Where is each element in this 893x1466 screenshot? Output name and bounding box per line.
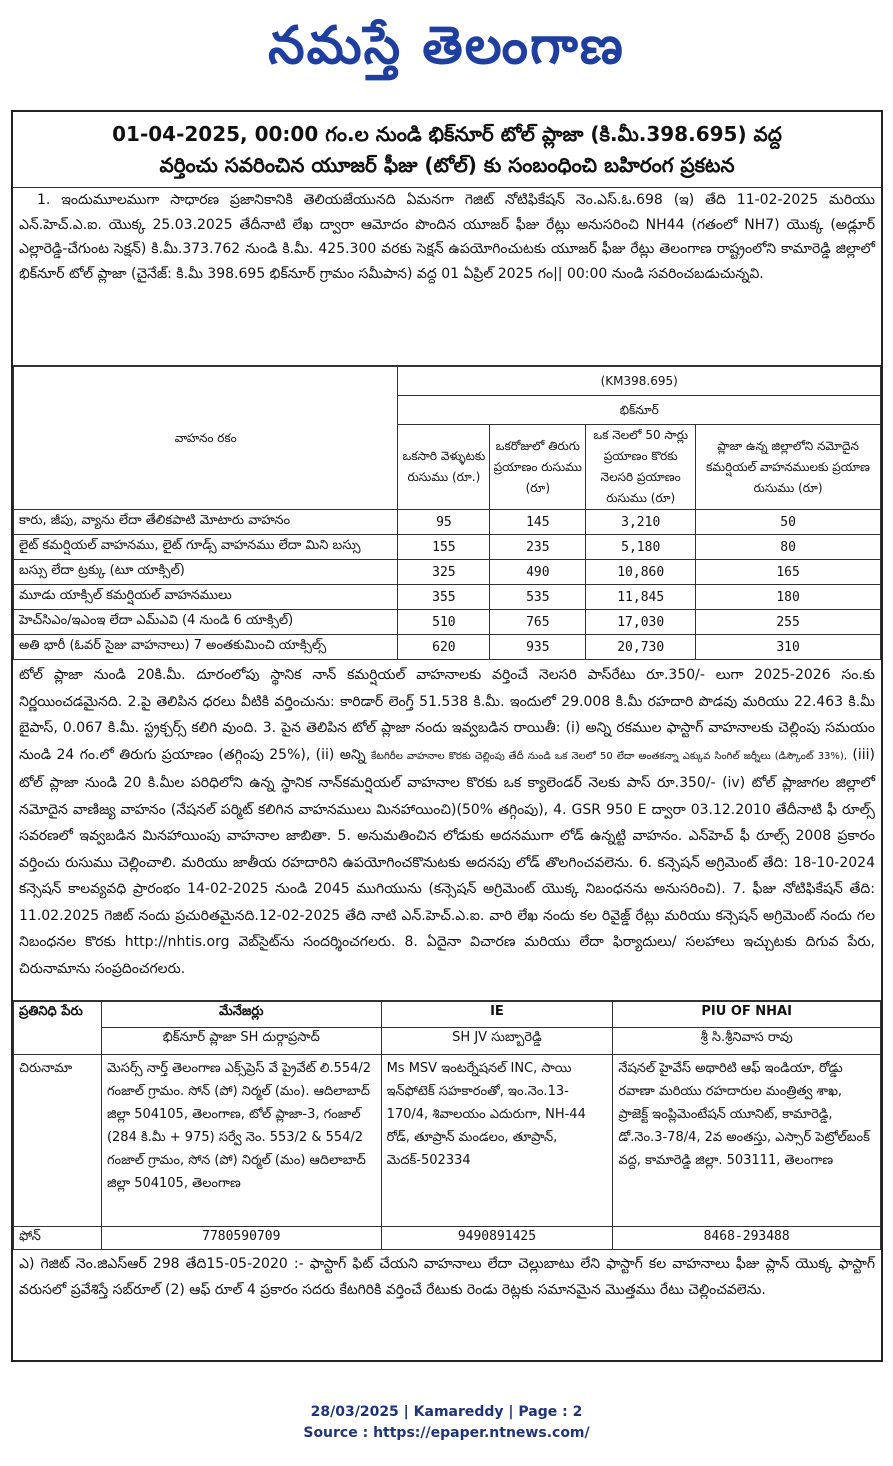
newspaper-logo: నమస్తే తెలంగాణ: [268, 15, 625, 76]
ie-header: IE: [381, 1002, 613, 1028]
single-fee-cell: 95: [398, 510, 490, 535]
piu-address: నేషనల్ హైవేస్ అథారిటి ఆఫ్ ఇండియా, రోడ్డు రవాణా మరియు రహదారుల మంత్రిత్వ శాఖ, ప్రాజెక్ట్ ఇంప్లిమెంటేషన్ యూనిట్, కామారెడ్డి, డో.నెం.3-78/4, 2వ అంతస్తు, ఎస్సార్ పెట్రోల్‌బంక్ వద్ద, కామారెడ్డి జిల్లా. 503111, తెలంగాణ: [613, 1055, 881, 1227]
ie-phone: 9490891425: [381, 1227, 613, 1250]
local-fee-cell: 50: [696, 510, 881, 535]
notice-paragraph-2: [13, 660, 881, 1001]
contacts-table: [13, 1001, 881, 1250]
return-fee-cell: 235: [490, 535, 586, 560]
notice-paragraph-2a: టోల్ ప్లాజా నుండి 20కి.మీ. దూరంలోపు స్థానిక నాన్ కమర్షియల్ వాహనాలకు వర్తించే నెలసరి పాస్‌రేటు రూ.350/- లుగా 2025-2026 సం.కు నిర్ణయించడమైనది. 2.పై తెలిపిన ధరలు వీటికి వర్తించును: కారిడార్ లెంగ్త్ 51.538 కి.మీ. ఇందులో 29.008 కి.మీ రహదారి పొడవు మరియు 22.463 కి.మీ బైపాస్, 0.067 కి.మీ. స్ట్రక్చర్స్ కలిగి వుంది. 3. పైన తెలిపిన టోల్ ప్లాజా నందు ఇవ్వబడిన రాయితీ: (i) అన్ని రకముల ఫాస్టాగ్ వాహనాలకు చెల్లింపు సమయం నుండి 24 గం.లో తిరుగు ప్రయాణం (తగ్గింపు 25%), (ii) అన్ని: [19, 667, 875, 763]
return-fee-cell: 490: [490, 560, 586, 585]
return-fee-cell: 765: [490, 610, 586, 635]
piu-phone: 8468-293488: [613, 1227, 881, 1250]
notice-paragraph-3: ఎ) గెజిట్ నెం.జిఎస్ఆర్ 298 తేది15-05-2020 :- ఫాస్టాగ్ ఫిట్ చేయని వాహనాలు లేదా చెల్లుబాటు లేని ఫాస్టాగ్ కల వాహనాలు ఫీజు ప్లాన్ యొక్క ఫాస్టాగ్ వరుసలో ప్రవేశిస్తే సబ్‌రూల్ (2) ఆఫ్ రూల్ 4 ప్రకారం సదరు కేటగిరికి వర్తించే రేటుకు రెండు రెట్లకు సమానమైన మొత్తము రేటు చెల్లించవలెను.: [19, 1256, 875, 1298]
col-header-single: ఒకసారి వెళ్ళుటకు రుసుము (రూ.): [398, 425, 490, 510]
notice-paragraph-2b: (iii) టోల్ ప్లాజా నుండి 20 కి.మీల పరిధిలోని ఉన్న స్థానిక నాన్‌కమర్షియల్ వాహనాల కొరకు ఒక క్యాలెండర్ నెలకు పాస్ రూ.350/- (iv) టోల్ ప్లాజాగల జిల్లాలో నమోదైన వాణిజ్య వాహనం (నేషనల్ పర్మిట్ కలిగిన వాహనములు మినహాయించి)(50% తగ్గింపు), 4. GSR 950 E ద్వారా 03.12.2010 తేదీనాటి ఫీ రూల్స్ సవరణలో ఇవ్వబడిన మినహాయింపు వాహనాల జాబితా. 5. అనుమతించిన లోడుకు అదనముగా లోడ్ ఉన్నట్టి వాహనం. ఎన్‌హెచ్ ఫీ రూల్స్ 2008 ప్రకారం వర్తించు రుసుము చెల్లించాలి. మరియు జాతీయ రహదారిని ఉపయోగించకొనుటకు అదనపు లోడ్ తొలగించవలెను. 6. కన్సెషన్ అగ్రిమెంట్ తేది: 18-10-2024 కన్సెషన్ కాలవ్యవధి ప్రారంభం 14-02-2025 నుండి 2045 ముగియును (కన్సెషన్ అగ్రిమెంట్ యొక్క నిబంధనను అనుసరించి). 7. ఫీజు నోటిఫికేషన్ తేది: 11.02.2025 గెజిట్ నందు ప్రచురితమైనది.12-02-2025 తేది నాటి ఎన్.హెచ్.ఎ.ఐ. వారి లేఖ నందు కల రివైజ్డ్ రేట్లు మరియు కన్సెషన్ అగ్రిమెంట్ నందు గల నిబంధనల కొరకు http://nhtis.org వెబ్‌సైట్‌ను సందర్శించగలరు. 8. ఏదైనా విచారణ మరియు లేదా ఫిర్యాదులు/ సలహాలు ఇచ్చుటకు దిగువ పేరు, చిరునామాను సంప్రదించగలరు.: [19, 746, 876, 977]
ie-address: Ms MSV ఇంటర్నేషనల్ INC, సాయి ఇన్‌ఫోటెక్ సహకారంతో, ఇం.నెం.13-170/4, శివాలయం ఎదురుగా, NH-44 రోడ్, తూప్రాన్ మండలం, తూప్రాన్, మెదక్-502334: [381, 1055, 613, 1227]
newspaper-masthead: [0, 0, 893, 100]
notice-paragraph-2-small: కేటగిరీల వాహనాల కొరకు చెల్లింపు తేదీ నుండి ఒక నెలలో 50 లేదా అంతకన్నా ఎక్కువ సింగిల్ జర్నీలు (డిస్కౌంట్ 33%),: [371, 750, 848, 762]
table-row: [14, 535, 881, 560]
page-footer: [0, 1402, 893, 1444]
manager-phone: 7780590709: [101, 1227, 381, 1250]
local-fee-cell: 165: [696, 560, 881, 585]
monthly-fee-cell: 3,210: [586, 510, 696, 535]
table-row: [14, 635, 881, 660]
piu-nhai-header: PIU OF NHAI: [613, 1002, 881, 1028]
managers-header: మేనేజర్లు: [101, 1002, 381, 1028]
notice-paragraph-1: 1. ఇందుమూలముగా సాధారణ ప్రజానికానికి తెలియజేయునది ఏమనగా గెజిట్ నోటిఫికేషన్ నెం.ఎస్.ఓ.698 (ఇ) తేది 11-02-2025 మరియు ఎన్.హెచ్.ఎ.ఐ. యొక్క 25.03.2025 తేదీనాటి లేఖ ద్వారా ఆమోదం పొందిన యూజర్ ఫీజు రేట్లు అనుసరించి NH44 (గతంలో NH7) యొక్క (అడ్లూర్ ఎల్లారెడ్డి-చేగుంట సెక్షన్) కి.మీ.373.762 నుండి కి.మీ. 425.300 వరకు సెక్షన్ ఉపయోగించుటకు యూజర్ ఫీజు రేట్లు తెలంగాణ రాష్ట్రంలోని కామారెడ్డి జిల్లాలో భిక్‌నూర్ టోల్ ప్లాజా (చైనేజ్: కి.మీ 398.695 భిక్‌నూర్ గ్రామం సమీపాన) వద్ద 01 ఏప్రిల్ 2025 గం|| 00:00 నుండి సవరించబడుచున్నవి.: [13, 188, 881, 366]
single-fee-cell: 325: [398, 560, 490, 585]
return-fee-cell: 535: [490, 585, 586, 610]
monthly-fee-cell: 17,030: [586, 610, 696, 635]
representative-name-label: ప్రతినిధి పేరు: [14, 1002, 102, 1055]
plaza-name-header: భిక్‌నూర్: [398, 396, 881, 425]
local-fee-cell: 310: [696, 635, 881, 660]
single-fee-cell: 620: [398, 635, 490, 660]
table-row: [14, 510, 881, 535]
footer-date-edition: 28/03/2025 | Kamareddy | Page : 2: [310, 1404, 583, 1420]
vehicle-cell: లైట్ కమర్షియల్ వాహనము, లైట్ గూడ్స్ వాహనము లేదా మిని బస్సు: [14, 535, 398, 560]
manager-address: మెసర్స్ నార్త్ తెలంగాణ ఎక్స్‌ప్రెస్ వే ప్రైవేట్ లి.554/2 గంజాల్ గ్రామం. సోన్ (పో) నిర్మల్ (మం). ఆదిలాబాద్ జిల్లా 504105, తెలంగాణ, టోల్ ప్లాజా-3, గంజాల్ (284 కి.మీ + 975) సర్వే నెం. 553/2 & 554/2 గంజాల్ గ్రామం, సోన (పో) నిర్మల్ (మం) ఆదిలాబాద్ జిల్లా 504105, తెలంగాణ: [101, 1055, 381, 1227]
vehicle-cell: అతి భారీ (ఓవర్ సైజు వాహనాలు) 7 అంతకుమించి యాక్సిల్స్: [14, 635, 398, 660]
table-row: [14, 560, 881, 585]
vehicle-cell: బస్సు లేదా ట్రక్కు (టూ యాక్సిల్): [14, 560, 398, 585]
vehicle-cell: కారు, జీపు, వ్యాను లేదా తేలికపాటి మోటారు వాహనం: [14, 510, 398, 535]
single-fee-cell: 510: [398, 610, 490, 635]
notice-title-line2: వర్తించు సవరించిన యూజర్ ఫీజు (టోల్) కు సంబంధించి బహిరంగ ప్రకటన: [159, 153, 735, 177]
local-fee-cell: 80: [696, 535, 881, 560]
vehicle-cell: హెచ్‌సిఎం/ఇఎంఇ లేదా ఎమ్ఎవి (4 నుండి 6 యాక్సిల్): [14, 610, 398, 635]
table-row: [14, 585, 881, 610]
table-row: [14, 610, 881, 635]
address-label: చిరునామా: [14, 1055, 102, 1227]
piu-name: శ్రీ సి.శ్రీనివాస రావు: [613, 1028, 881, 1055]
public-notice: [11, 110, 883, 1362]
toll-rates-table: [13, 366, 881, 660]
col-header-return: ఒకరోజులో తిరుగు ప్రయాణం రుసుము (రూ): [490, 425, 586, 510]
footer-source: Source : https://epaper.ntnews.com/: [303, 1425, 590, 1441]
vehicle-cell: మూడు యాక్సిల్ కమర్షియల్ వాహనములు: [14, 585, 398, 610]
local-fee-cell: 255: [696, 610, 881, 635]
monthly-fee-cell: 5,180: [586, 535, 696, 560]
col-header-local: ప్లాజా ఉన్న జిల్లాలోని నమోదైన కమర్షియల్ వాహనములకు ప్రయాణ రుసుము (రూ): [696, 425, 881, 510]
plaza-km-header: (KM398.695): [398, 367, 881, 396]
col-header-monthly: ఒక నెలలో 50 సార్లు ప్రయాణం కొరకు నెలసరి ప్రయాణం రుసుము (రూ): [586, 425, 696, 510]
single-fee-cell: 355: [398, 585, 490, 610]
ie-name: SH JV సుబ్బారెడ్డి: [381, 1028, 613, 1055]
local-fee-cell: 180: [696, 585, 881, 610]
notice-title: [13, 112, 881, 188]
manager-name: భిక్‌నూర్ ప్లాజా SH దుర్గాప్రసాద్: [101, 1028, 381, 1055]
return-fee-cell: 145: [490, 510, 586, 535]
return-fee-cell: 935: [490, 635, 586, 660]
monthly-fee-cell: 11,845: [586, 585, 696, 610]
notice-title-line1: 01-04-2025, 00:00 గం.ల నుండి భిక్‌నూర్ టోల్ ప్లాజా (కి.మీ.398.695) వద్ద: [112, 122, 782, 146]
monthly-fee-cell: 10,860: [586, 560, 696, 585]
monthly-fee-cell: 20,730: [586, 635, 696, 660]
vehicle-type-header: వాహనం రకం: [14, 367, 398, 510]
single-fee-cell: 155: [398, 535, 490, 560]
phone-label: ఫోన్: [14, 1227, 102, 1250]
